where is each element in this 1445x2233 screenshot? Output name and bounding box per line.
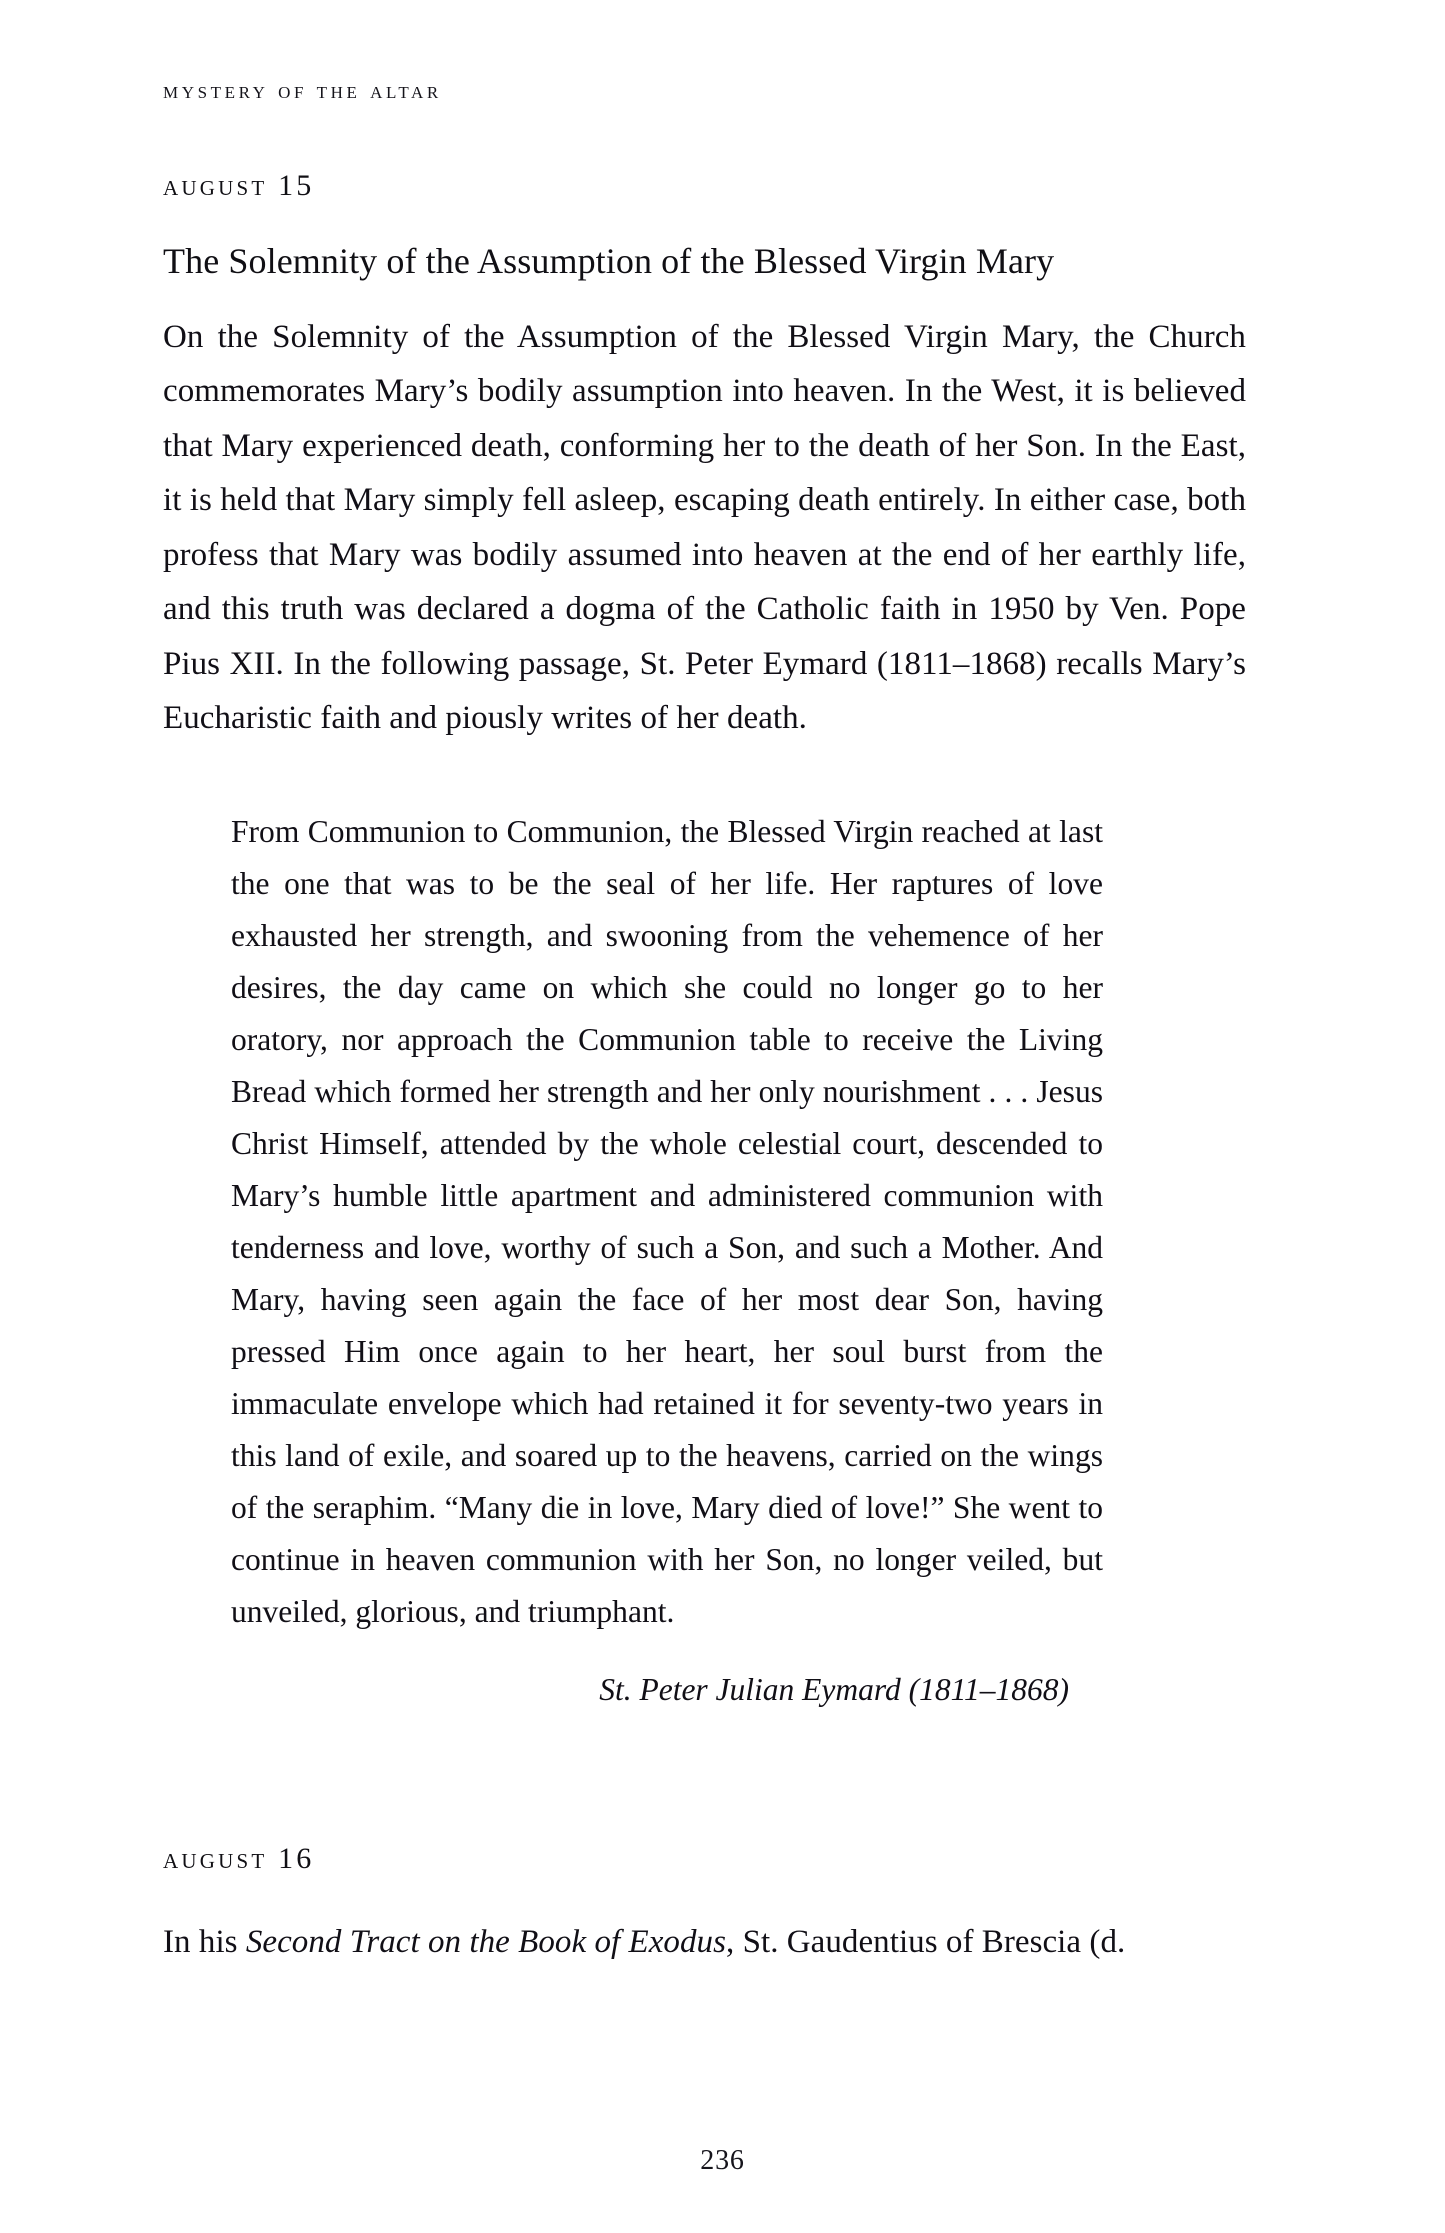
opening-text-after-title: , St. Gaudentius of Brescia (d. <box>725 1923 1126 1960</box>
page-number: 236 <box>700 2145 745 2176</box>
quote-attribution: St. Peter Julian Eymard (1811–1868) <box>599 1671 1069 1707</box>
block-quote <box>163 806 1103 1714</box>
work-title-italic: Second Tract on the Book of Exodus <box>245 1923 726 1960</box>
section-title: The Solemnity of the Assumption of the Blessed Virgin Mary <box>163 241 1055 281</box>
page-content <box>163 150 1246 1969</box>
quote-text: From Communion to Communion, the Blessed Virgin reached at last the one that was to be the seal of her life. Her raptures of love exhausted her strength, and swooning from the vehemence of her desires, the day came on which she could no longer go to her oratory, nor approach the Communion table to receive the Living Bread which formed her strength and her only nourishment . . . Jesus Christ Himself, attended by the whole celestial court, descended to Mary’s humble little apartment and administered communion with tenderness and love, worthy of such a Son, and such a Mother. And Mary, having seen again the face of her most dear Son, having pressed Him once again to her heart, her soul burst from the immaculate envelope which had retained it for seventy-two years in this land of exile, and soared up to the heavens, carried on the wings of the seraphim. “Many die in love, Mary died of love!” She went to continue in heaven communion with her Son, no longer veiled, but unveiled, glorious, and triumphant. <box>231 813 1103 1629</box>
august-16-opening-paragraph <box>163 1915 1246 1970</box>
date-heading-august-15: august 15 <box>163 169 315 202</box>
running-head: mystery of the altar <box>163 78 442 104</box>
intro-paragraph: On the Solemnity of the Assumption of the Blessed Virgin Mary, the Church commemorates Mary’s bodily assumption into heaven. In the West, it is believed that Mary experienced death, conforming her to the death of her Son. In the East, it is held that Mary simply fell asleep, escaping death entirely. In either case, both profess that Mary was bodily assumed into heaven at the end of her earthly life, and this truth was declared a dogma of the Catholic faith in 1950 by Ven. Pope Pius XII. In the following passage, St. Peter Eymard (1811–1868) recalls Mary’s Eucharistic faith and piously writes of her death. <box>163 318 1246 737</box>
opening-text-before-title: In his <box>163 1923 246 1960</box>
date-heading-august-16: august 16 <box>163 1841 315 1875</box>
